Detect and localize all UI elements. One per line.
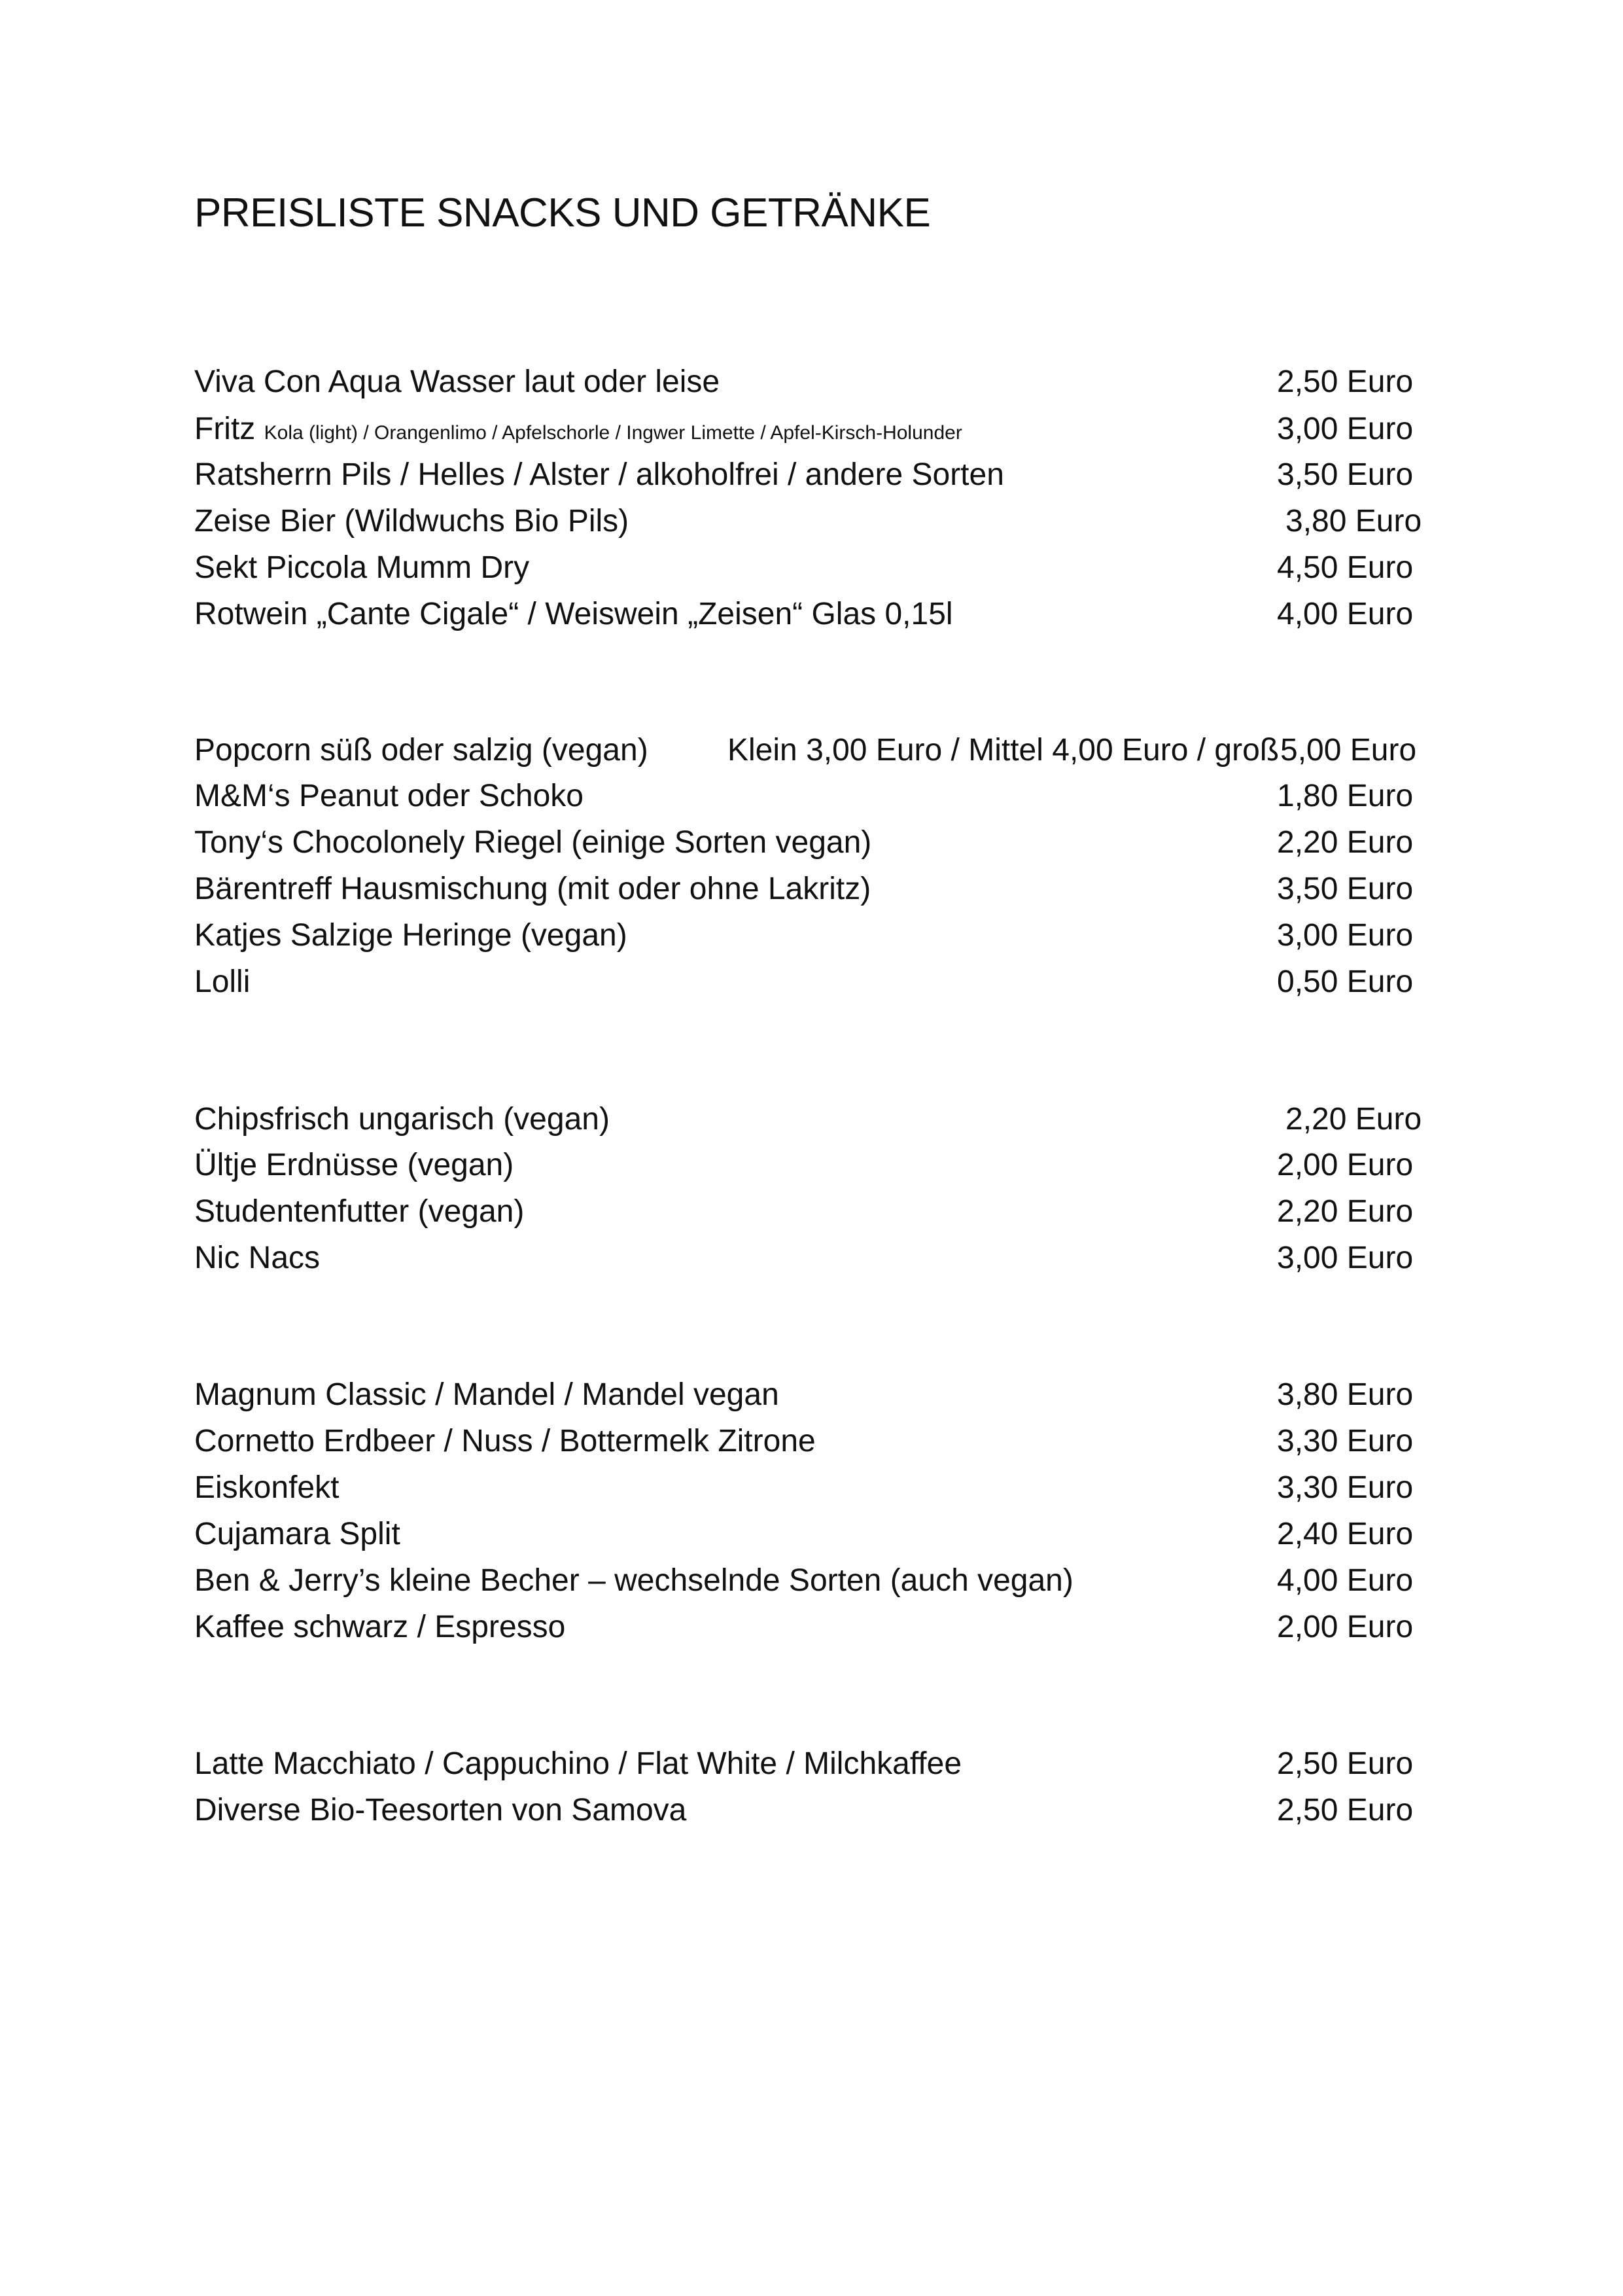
item-name: Nic Nacs xyxy=(194,1241,321,1275)
item-price: 2,20 Euro xyxy=(1285,1102,1422,1137)
price-row xyxy=(194,1096,1431,1143)
price-row xyxy=(194,591,1431,638)
item-name: Sekt Piccola Mumm Dry xyxy=(194,550,530,585)
price-row xyxy=(194,1188,1431,1235)
item-price: 1,80 Euro xyxy=(1277,779,1414,813)
item-price: 4,00 Euro xyxy=(1277,1563,1414,1598)
price-row xyxy=(194,727,1431,774)
price-row xyxy=(194,451,1431,499)
item-price: 3,50 Euro xyxy=(1277,872,1414,906)
price-row xyxy=(194,359,1431,406)
item-name: Fritz xyxy=(194,412,256,446)
item-price: 3,00 Euro xyxy=(1277,1241,1414,1275)
item-price: 3,00 Euro xyxy=(1277,412,1414,446)
item-name: Ben & Jerry’s kleine Becher – wechselnde Sorten (auch vegan) xyxy=(194,1563,1073,1598)
item-price: 2,20 Euro xyxy=(1277,1194,1414,1229)
item-price: 2,00 Euro xyxy=(1277,1610,1414,1644)
item-name: Magnum Classic / Mandel / Mandel vegan xyxy=(194,1377,779,1412)
price-row xyxy=(194,1557,1431,1604)
item-detail: Kola (light) / Orangenlimo / Apfelschorle / Ingwer Limette / Apfel-Kirsch-Holunder xyxy=(264,422,962,444)
item-price: 4,00 Euro xyxy=(1277,597,1414,631)
price-row xyxy=(194,959,1431,1006)
item-name: Katjes Salzige Heringe (vegan) xyxy=(194,918,627,953)
item-price: 3,80 Euro xyxy=(1277,1377,1414,1412)
item-price: 3,80 Euro xyxy=(1285,504,1422,539)
item-price: 2,50 Euro xyxy=(1277,1793,1414,1828)
price-row xyxy=(194,498,1431,545)
item-name: Ratsherrn Pils / Helles / Alster / alkoholfrei / andere Sorten xyxy=(194,457,1004,492)
item-name: Ültje Erdnüsse (vegan) xyxy=(194,1148,514,1182)
price-row xyxy=(194,1371,1431,1419)
price-row xyxy=(194,406,1431,453)
item-price: 0,50 Euro xyxy=(1277,964,1414,999)
item-name: Latte Macchiato / Cappuchino / Flat White / Milchkaffee xyxy=(194,1746,962,1781)
item-price: 3,00 Euro xyxy=(1277,918,1414,953)
price-row xyxy=(194,1511,1431,1558)
item-price: 3,30 Euro xyxy=(1277,1424,1414,1458)
item-price: 2,50 Euro xyxy=(1277,1746,1414,1781)
item-name: Bärentreff Hausmischung (mit oder ohne Lakritz) xyxy=(194,872,871,906)
item-name: Tony‘s Chocolonely Riegel (einige Sorten vegan) xyxy=(194,825,872,860)
item-name: Popcorn süß oder salzig (vegan) xyxy=(194,733,648,768)
price-row xyxy=(194,544,1431,592)
page-title: PREISLISTE SNACKS UND GETRÄNKE xyxy=(194,190,931,236)
price-row xyxy=(194,912,1431,959)
price-row xyxy=(194,773,1431,820)
price-row xyxy=(194,1142,1431,1189)
item-name: Rotwein „Cante Cigale“ / Weiswein „Zeisen“ Glas 0,15l xyxy=(194,597,953,631)
item-name: Cujamara Split xyxy=(194,1517,400,1551)
item-size-prices: Klein 3,00 Euro / Mittel 4,00 Euro / groß xyxy=(727,733,1280,768)
item-name: Kaffee schwarz / Espresso xyxy=(194,1610,566,1644)
item-price: 2,50 Euro xyxy=(1277,364,1414,399)
item-price: 2,20 Euro xyxy=(1277,825,1414,860)
item-name: Eiskonfekt xyxy=(194,1470,340,1505)
price-row xyxy=(194,1464,1431,1511)
item-name: Viva Con Aqua Wasser laut oder leise xyxy=(194,364,720,399)
item-name: M&M‘s Peanut oder Schoko xyxy=(194,779,584,813)
price-row xyxy=(194,1787,1431,1834)
item-name: Lolli xyxy=(194,964,251,999)
price-row xyxy=(194,1604,1431,1651)
item-name: Zeise Bier (Wildwuchs Bio Pils) xyxy=(194,504,629,539)
item-name: Studentenfutter (vegan) xyxy=(194,1194,525,1229)
price-row xyxy=(194,1740,1431,1788)
price-row xyxy=(194,819,1431,866)
price-row xyxy=(194,1418,1431,1465)
item-price: 5,00 Euro xyxy=(1280,733,1417,768)
item-price: 3,30 Euro xyxy=(1277,1470,1414,1505)
item-name: Diverse Bio-Teesorten von Samova xyxy=(194,1793,687,1828)
item-price: 4,50 Euro xyxy=(1277,550,1414,585)
item-name: Cornetto Erdbeer / Nuss / Bottermelk Zitrone xyxy=(194,1424,816,1458)
item-name-with-detail xyxy=(194,406,962,457)
price-row xyxy=(194,1235,1431,1282)
item-name: Chipsfrisch ungarisch (vegan) xyxy=(194,1102,610,1137)
price-row xyxy=(194,866,1431,913)
item-price: 2,40 Euro xyxy=(1277,1517,1414,1551)
item-price: 2,00 Euro xyxy=(1277,1148,1414,1182)
item-price: 3,50 Euro xyxy=(1277,457,1414,492)
